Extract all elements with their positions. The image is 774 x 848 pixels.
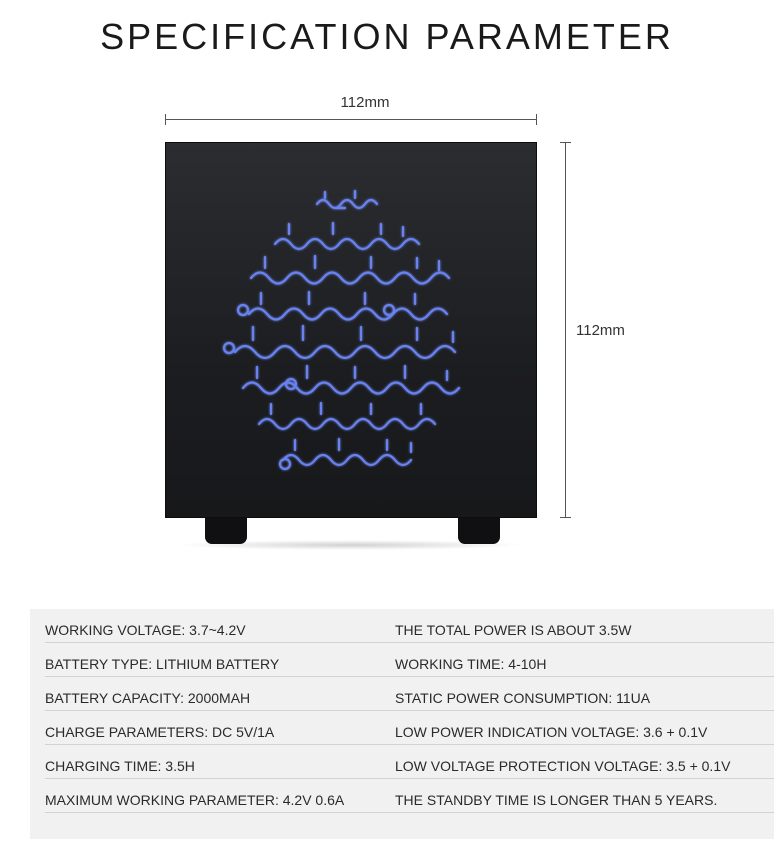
height-dimension-line: [565, 142, 566, 518]
spec-row: [45, 609, 774, 643]
height-dimension-label: 112mm: [576, 322, 625, 339]
spec-left-cell: WORKING VOLTAGE: 3.7~4.2V: [45, 622, 246, 638]
spec-row: [45, 677, 774, 711]
spec-left-cell: CHARGE PARAMETERS: DC 5V/1A: [45, 724, 275, 740]
spec-right-cell: WORKING TIME: 4-10H: [395, 656, 547, 672]
spec-row: [45, 779, 774, 813]
spec-row: [45, 745, 774, 779]
height-dimension-cap-bottom: [560, 517, 571, 518]
spec-row: [45, 711, 774, 745]
page-title: SPECIFICATION PARAMETER: [100, 16, 674, 57]
spec-right-cell: THE TOTAL POWER IS ABOUT 3.5W: [395, 622, 632, 638]
spec-row: [45, 643, 774, 677]
spec-left-cell: MAXIMUM WORKING PARAMETER: 4.2V 0.6A: [45, 792, 345, 808]
spec-right-cell: LOW POWER INDICATION VOLTAGE: 3.6 + 0.1V: [395, 724, 708, 740]
width-dimension-cap-left: [165, 114, 166, 125]
width-dimension-label: 112mm: [340, 94, 390, 111]
specification-table: [30, 609, 774, 839]
speaker-cube-image: [165, 142, 537, 518]
spec-left-cell: BATTERY CAPACITY: 2000MAH: [45, 690, 251, 706]
speaker-foot-left: [205, 518, 247, 544]
spec-right-cell: STATIC POWER CONSUMPTION: 11UA: [395, 690, 651, 706]
calligraphy-glow-illustration: [165, 142, 537, 518]
spec-right-cell: THE STANDBY TIME IS LONGER THAN 5 YEARS.: [395, 792, 718, 808]
spec-right-cell: LOW VOLTAGE PROTECTION VOLTAGE: 3.5 + 0.1V: [395, 758, 731, 774]
width-dimension-cap-right: [536, 114, 537, 125]
spec-left-cell: CHARGING TIME: 3.5H: [45, 758, 195, 774]
width-dimension-line: [165, 119, 537, 120]
spec-left-cell: BATTERY TYPE: LITHIUM BATTERY: [45, 656, 280, 672]
speaker-foot-right: [458, 518, 500, 544]
height-dimension-cap-top: [560, 142, 571, 143]
